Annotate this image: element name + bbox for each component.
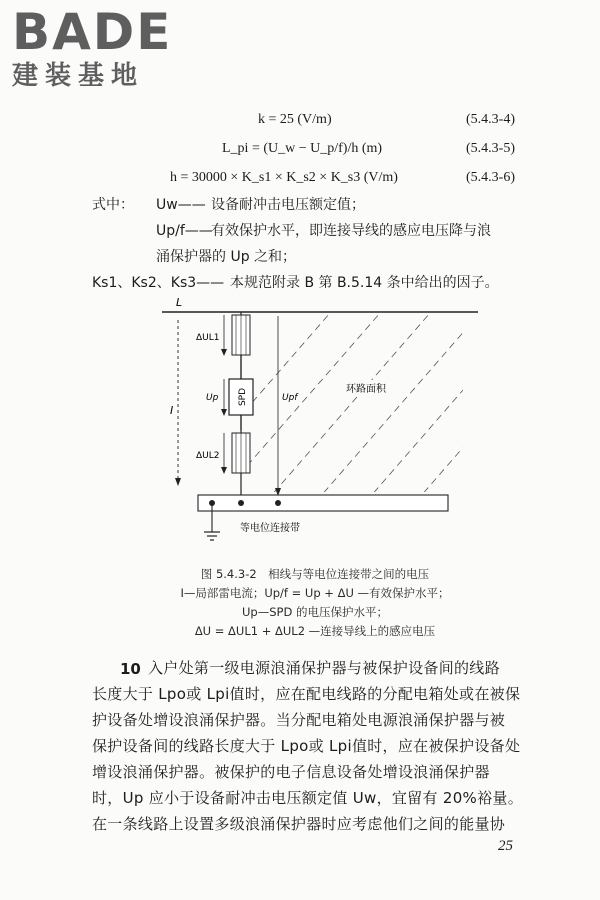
upf-label: Upf [282, 393, 298, 403]
logo-wordmark: BADE [12, 3, 173, 61]
delta-u-l1-label: ΔUL1 [196, 333, 220, 343]
equation-formula: L_pi = (U_w − U_p/f)/h (m) [222, 141, 383, 156]
current-label: I [170, 404, 174, 417]
figure-caption-line: I—局部雷电流；Up/f = Up + ΔU —有效保护水平； [180, 586, 450, 600]
up-label: Up [206, 393, 219, 403]
definition-term: Up/f—— [156, 223, 213, 239]
clause-number: 10 [120, 660, 141, 678]
spd-label: SPD [238, 387, 248, 407]
equation-number: (5.4.3-5) [466, 141, 515, 156]
figure-caption-line: Up—SPD 的电压保护水平； [242, 605, 388, 619]
equation-formula: h = 30000 × K_s1 × K_s2 × K_s3 (V/m) [170, 170, 398, 185]
definition-text: 涌保护器的 Up 之和； [156, 249, 297, 265]
paragraph-line: 入户处第一级电源浪涌保护器与被保护设备间的线路 [148, 659, 500, 677]
definition-prefix: 式中： [92, 197, 134, 213]
ground-icon [204, 532, 220, 540]
inductor-upper [232, 315, 250, 355]
equation-number: (5.4.3-6) [466, 170, 515, 185]
logo-subtitle: 建装基地 [12, 61, 145, 91]
definition-term: Ks1、Ks2、Ks3—— [92, 275, 225, 291]
equation-number: (5.4.3-4) [466, 112, 515, 127]
voltage-diagram [160, 290, 480, 560]
inductor-lower [232, 433, 250, 473]
paragraph-line: 护设备处增设浪涌保护器。当分配电箱处电源浪涌保护器与被 [92, 711, 506, 729]
phase-line-label: L [176, 296, 183, 309]
loop-area-hatching [160, 290, 480, 520]
figure-caption-line: ΔU = ΔUL1 + ΔUL2 —连接导线上的感应电压 [194, 624, 436, 638]
bonding-bar [198, 495, 448, 511]
paragraph-line: 保护设备间的线路长度大于 Lpo或 Lpi值时，应在被保护设备处 [92, 737, 521, 755]
loop-area-label: 环路面积 [346, 384, 386, 395]
paragraph-line: 时，Up 应小于设备耐冲击电压额定值 Uw，宜留有 20%裕量。 [92, 789, 523, 807]
figure-caption-title: 图 5.4.3-2 相线与等电位连接带之间的电压 [200, 567, 430, 581]
equation-formula: k = 25 (V/m) [258, 112, 332, 127]
definition-text: 设备耐冲击电压额定值； [211, 197, 365, 213]
delta-u-l2-label: ΔUL2 [196, 451, 220, 461]
paragraph-line: 长度大于 Lpo或 Lpi值时，应在配电线路的分配电箱处或在被保 [92, 685, 521, 703]
definition-text: 本规范附录 B 第 B.5.14 条中给出的因子。 [230, 275, 499, 291]
paragraph-line: 在一条线路上设置多级浪涌保护器时应考虑他们之间的能量协 [92, 815, 506, 833]
bonding-bar-label: 等电位连接带 [240, 523, 300, 534]
definition-term: Uw—— [156, 197, 206, 213]
page-number: 25 [498, 838, 513, 854]
paragraph-line: 增设浪涌保护器。被保护的电子信息设备处增设浪涌保护器 [92, 763, 490, 781]
definition-text: 有效保护水平，即连接导线的感应电压降与浪 [211, 223, 491, 239]
site-logo [12, 3, 182, 92]
